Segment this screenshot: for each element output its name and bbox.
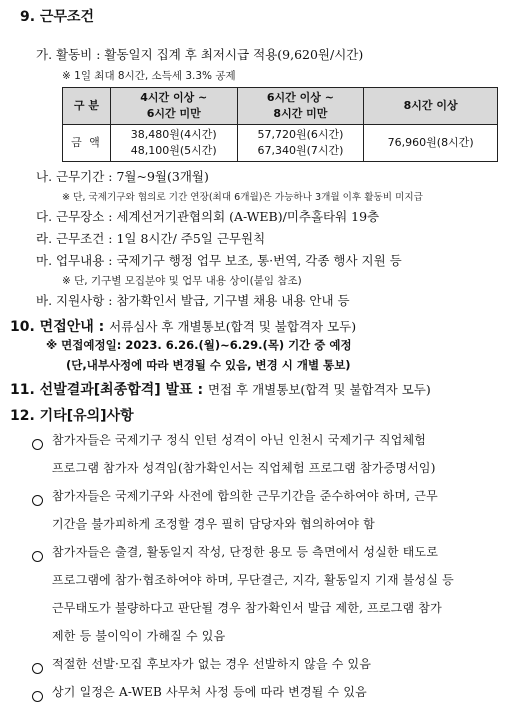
interview-change-note: (단,내부사정에 따라 변경될 수 있음, 변경 시 개별 통보) <box>66 358 351 372</box>
work-period-line: 나. 근무기간 : 7월~9월(3개월) <box>36 169 209 184</box>
pay-6h: 57,720원(6시간) <box>257 128 344 141</box>
notice-5: 상기 일정은 A-WEB 사무처 사정 등에 따라 변경될 수 있음 <box>52 685 367 699</box>
pay-table <box>62 87 498 162</box>
bullet-circle-icon <box>32 490 43 509</box>
section-10-heading: 10. 면접안내 : <box>10 319 110 335</box>
work-conditions-line: 라. 근무조건 : 1일 8시간/ 주5일 근무원칙 <box>36 231 266 246</box>
pay-table-header-4to6-line2: 6시간 미만 <box>146 107 201 120</box>
support-line: 바. 지원사항 : 참가확인서 발급, 기구별 채용 내용 안내 등 <box>36 293 350 308</box>
section-11-title <box>10 379 431 399</box>
pay-table-header-4to6-line1: 4시간 이상 ~ <box>140 91 208 104</box>
pay-table-header-category: 구 분 <box>63 88 111 125</box>
work-period-note: ※ 단, 국제기구와 협의로 기간 연장(최대 6개월)은 가능하나 3개월 이후 활동비 미지급 <box>62 192 423 203</box>
bullet-circle-icon <box>32 686 43 705</box>
pay-table-header-6to8-line1: 6시간 이상 ~ <box>266 91 334 104</box>
bullet-circle-icon <box>32 658 43 677</box>
section-12-title: 12. 기타[유의]사항 <box>10 408 134 424</box>
section-10-desc: 서류심사 후 개별통보(합격 및 불합격자 모두) <box>109 319 357 334</box>
pay-7h: 67,340원(7시간) <box>257 144 344 157</box>
notice-2-line-1: 참가자들은 국제기구와 사전에 합의한 근무기간을 준수하여야 하며, 근무 <box>52 489 438 503</box>
pay-table-header-4to6 <box>110 88 237 125</box>
activity-fee-note: ※ 1일 최대 8시간, 소득세 3.3% 공제 <box>62 70 236 82</box>
pay-table-cell-4to6 <box>110 125 237 162</box>
pay-5h: 48,100원(5시간) <box>130 144 217 157</box>
activity-fee-line: 가. 활동비 : 활동일지 집계 후 최저시급 적용(9,620원/시간) <box>36 47 364 62</box>
notice-1-line-1: 참가자들은 국제기구 정식 인턴 성격이 아닌 인천시 국제기구 직업체험 <box>52 433 427 447</box>
bullet-circle-icon <box>32 434 43 453</box>
section-11-desc: 면접 후 개별통보(합격 및 불합격자 모두) <box>207 382 431 397</box>
notice-3-line-3: 근무태도가 불량하다고 판단될 경우 참가확인서 발급 제한, 프로그램 참가 <box>52 601 442 615</box>
notice-3-line-1: 참가자들은 출결, 활동일지 작성, 단정한 용모 등 측면에서 성실한 태도로 <box>52 545 439 559</box>
notice-3-line-4: 제한 등 불이익이 가해질 수 있음 <box>52 629 226 643</box>
notice-4: 적절한 선발·모집 후보자가 없는 경우 선발하지 않을 수 있음 <box>52 657 372 671</box>
notice-2-line-2: 기간을 불가피하게 조정할 경우 필히 담당자와 협의하여야 함 <box>52 517 375 531</box>
pay-table-cell-6to8 <box>237 125 364 162</box>
interview-date-line: ※ 면접예정일: 2023. 6.26.(월)~6.29.(목) 기간 중 예정 <box>46 338 352 352</box>
pay-8h: 76,960원(8시간) <box>364 125 498 162</box>
work-location-line: 다. 근무장소 : 세계선거기관협의회 (A-WEB)/미추홀타워 19층 <box>36 209 380 224</box>
duties-note: ※ 단, 기구별 모집분야 및 업무 내용 상이(붙임 참조) <box>62 275 302 287</box>
section-10-title <box>10 316 356 336</box>
duties-line: 마. 업무내용 : 국제기구 행정 업무 보조, 통·번역, 각종 행사 지원 등 <box>36 253 402 268</box>
pay-table-header-8plus: 8시간 이상 <box>364 88 498 125</box>
pay-table-header-6to8 <box>237 88 364 125</box>
pay-4h: 38,480원(4시간) <box>130 128 217 141</box>
notice-3-line-2: 프로그램에 참가·협조하여야 하며, 무단결근, 지각, 활동일지 기재 불성실 등 <box>52 573 454 587</box>
pay-table-row-label: 금 액 <box>63 125 111 162</box>
bullet-circle-icon <box>32 546 43 565</box>
section-9-title: 9. 근무조건 <box>20 9 95 25</box>
pay-table-header-6to8-line2: 8시간 미만 <box>273 107 328 120</box>
notice-1-line-2: 프로그램 참가자 성격임(참가확인서는 직업체험 프로그램 참가증명서임) <box>52 461 436 475</box>
section-11-heading: 11. 선발결과[최종합격] 발표 : <box>10 382 208 398</box>
